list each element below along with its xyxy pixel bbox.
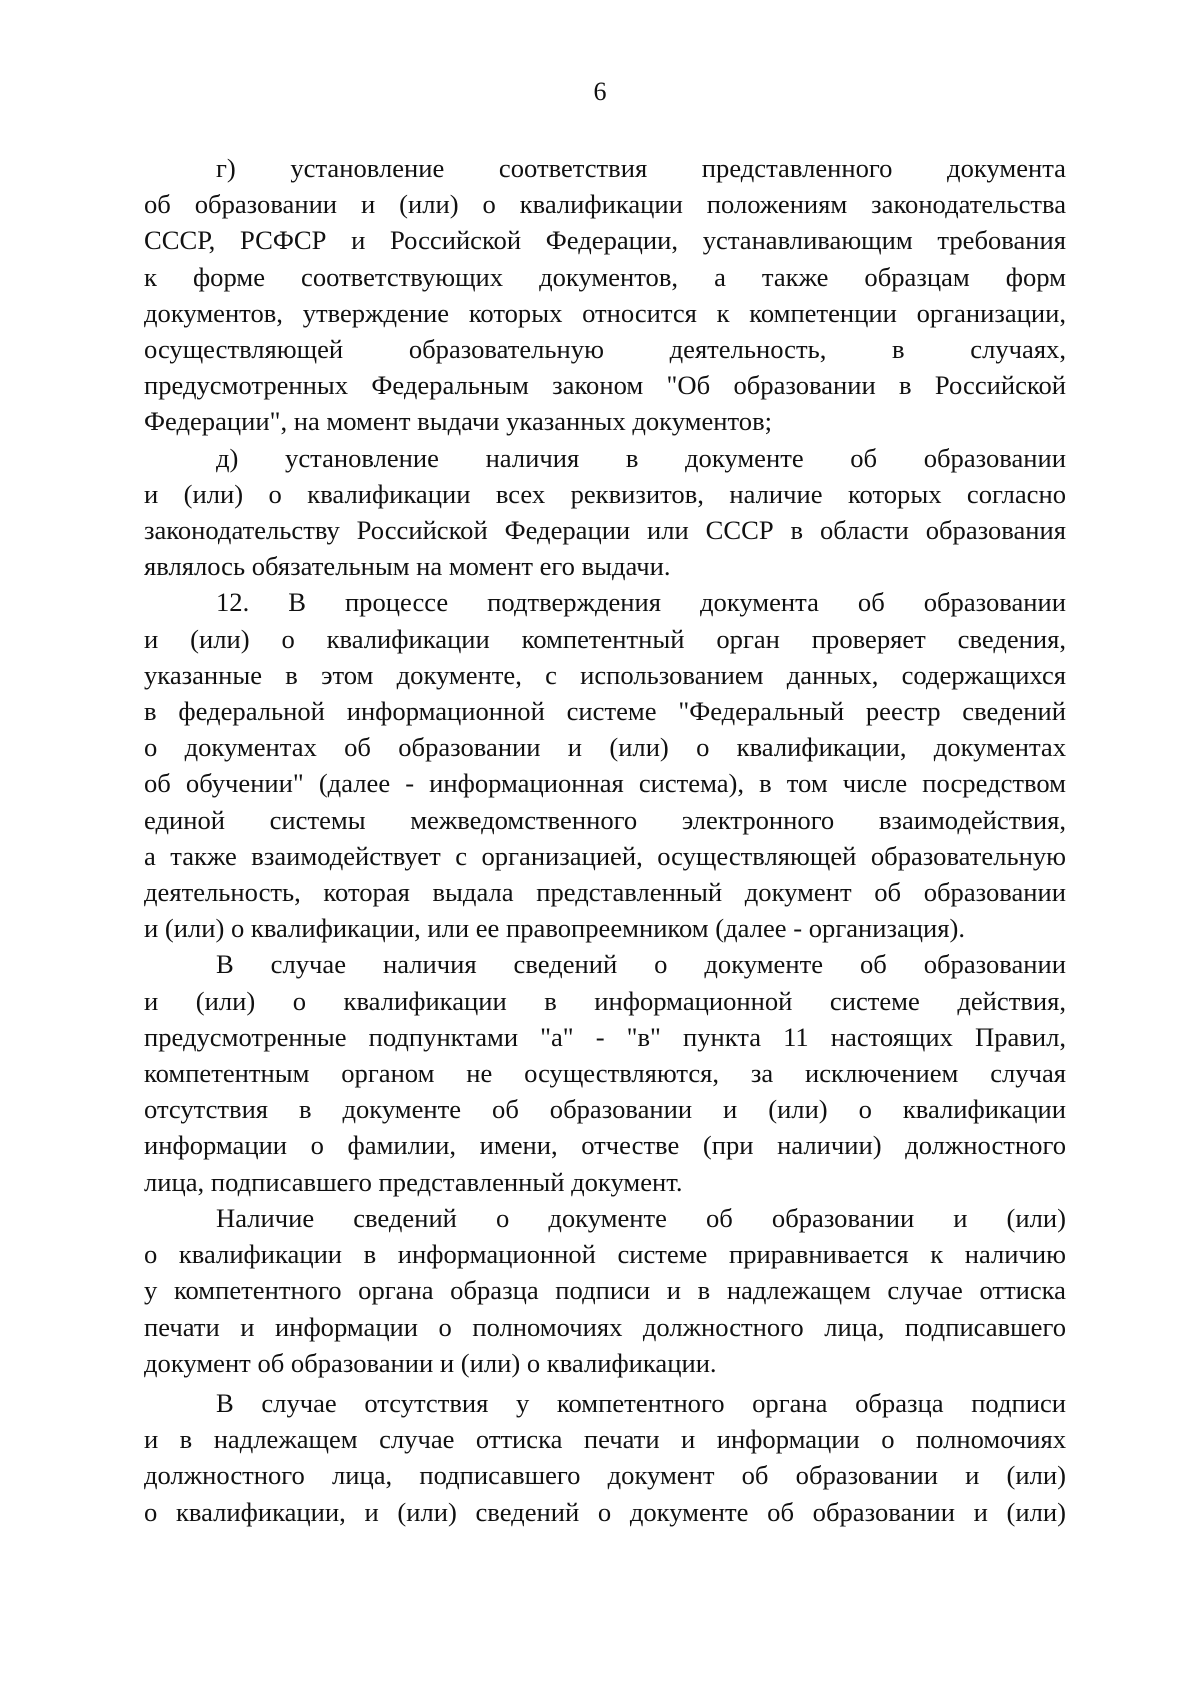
text-line: информации о фамилии, имени, отчестве (при наличии) должностного [144,1130,1066,1161]
text-line: документ об образовании и (или) о квалификации. [144,1347,717,1378]
text-line: о квалификации в информационной системе приравнивается к наличию [144,1239,1066,1270]
paragraph [144,440,1066,585]
text-line: Наличие сведений о документе об образовании и (или) [216,1202,1066,1233]
text-line: г) установление соответствия представленного документа [216,153,1066,183]
text-line: и (или) о квалификации всех реквизитов, наличие которых согласно [144,478,1066,509]
text-line: должностного лица, подписавшего документ об образовании и (или) [144,1460,1066,1491]
text-line: д) установление наличия в документе об образовании [216,442,1066,473]
text-line: В случае наличия сведений о документе об образовании [216,949,1066,980]
text-line: законодательству Российской Федерации или СССР в области образования [144,515,1066,546]
text-line: 12. В процессе подтверждения документа об образовании [216,587,1066,618]
text-line: в федеральной информационной системе "Федеральный реестр сведений [144,696,1066,727]
text-line: к форме соответствующих документов, а также образцам форм [144,261,1066,292]
text-line: а также взаимодействует с организацией, осуществляющей образовательную [144,840,1066,871]
text-line: у компетентного органа образца подписи и в надлежащем случае оттиска [144,1275,1066,1306]
text-line: печати и информации о полномочиях должностного лица, подписавшего [144,1311,1066,1342]
paragraph [144,946,1066,1199]
text-line: В случае отсутствия у компетентного органа образца подписи [216,1387,1066,1418]
text-line: документов, утверждение которых относится к компетенции организации, [144,297,1066,328]
text-line: и (или) о квалификации компетентный орган проверяет сведения, [144,623,1066,654]
text-line: СССР, РСФСР и Российской Федерации, устанавливающим требования [144,225,1066,256]
text-line: деятельность, которая выдала представленный документ об образовании [144,877,1066,908]
paragraph [144,584,1066,946]
paragraph [144,150,1066,440]
text-line: указанные в этом документе, с использованием данных, содержащихся [144,659,1066,690]
text-line: отсутствия в документе об образовании и (или) о квалификации [144,1094,1066,1125]
text-line: о квалификации, и (или) сведений о документе об образовании и (или) [144,1496,1066,1527]
text-line: предусмотренные подпунктами "а" - "в" пункта 11 настоящих Правил, [144,1021,1066,1052]
document-body [144,150,1066,1530]
text-line: и (или) о квалификации, или ее правопреемником (далее - организация). [144,913,966,944]
text-line: единой системы межведомственного электронного взаимодействия, [144,804,1066,835]
text-line: компетентным органом не осуществляются, за исключением случая [144,1058,1066,1089]
text-line: являлось обязательным на момент его выдачи. [144,551,671,582]
text-line: и (или) о квалификации в информационной системе действия, [144,985,1066,1016]
text-line: предусмотренных Федеральным законом "Об образовании в Российской [144,370,1066,401]
text-line: лица, подписавшего представленный документ. [144,1166,683,1197]
text-line: осуществляющей образовательную деятельность, в случаях, [144,334,1066,365]
text-line: Федерации", на момент выдачи указанных документов; [144,406,773,437]
page-number: 6 [593,77,607,106]
paragraph [144,1200,1066,1381]
text-line: о документах об образовании и (или) о квалификации, документах [144,732,1066,763]
paragraph [144,1385,1066,1530]
text-line: об образовании и (или) о квалификации положениям законодательства [144,189,1066,220]
text-line: и в надлежащем случае оттиска печати и информации о полномочиях [144,1424,1066,1455]
text-line: об обучении" (далее - информационная система), в том числе посредством [144,768,1066,799]
